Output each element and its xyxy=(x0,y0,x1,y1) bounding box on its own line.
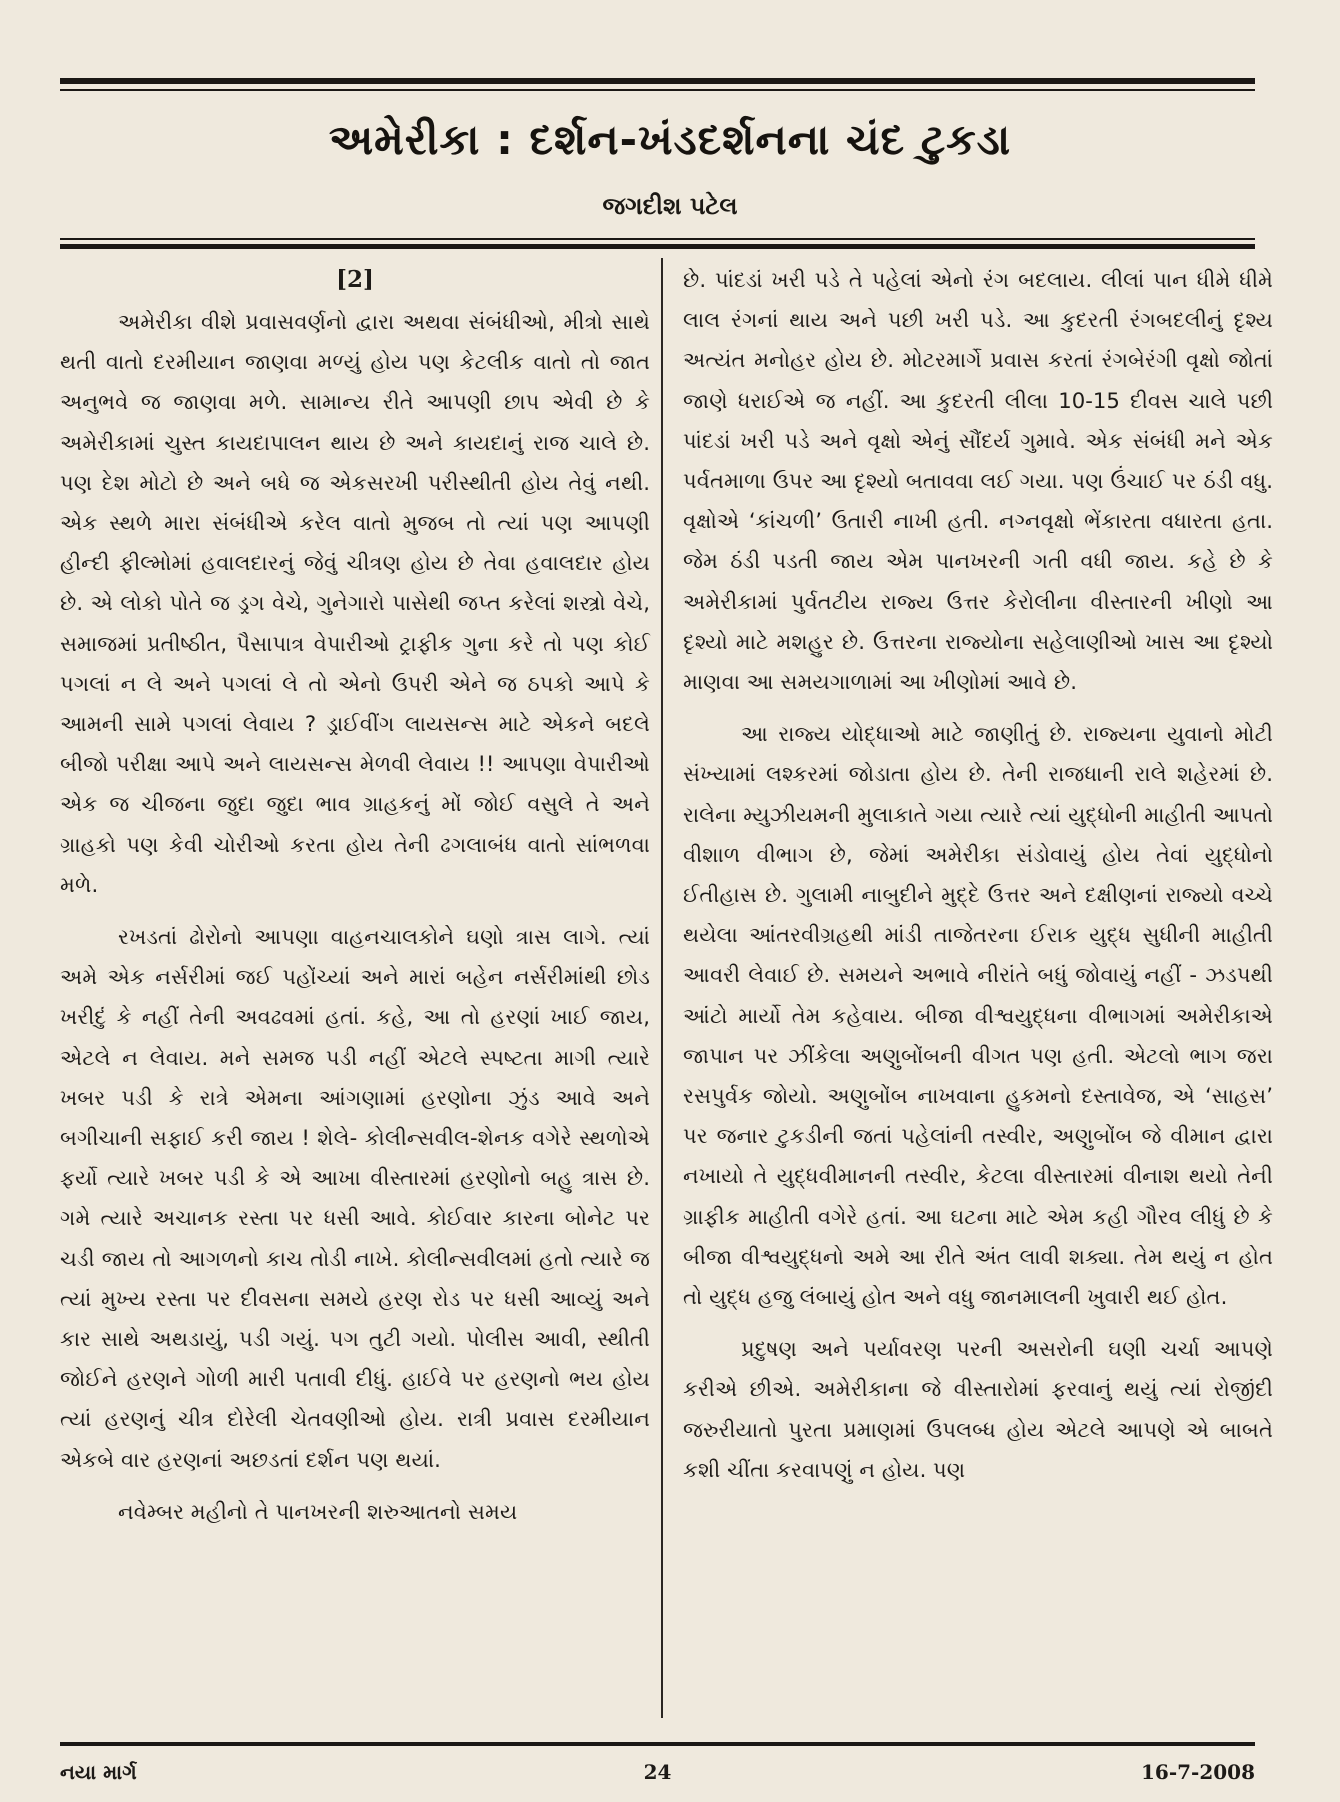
paragraph: રખડતાં ઢોરોનો આપણા વાહનચાલકોને ઘણો ત્રાસ લાગે. ત્યાં અમે એક નર્સરીમાં જઈ પહોંચ્યાં અને મારાં બહેન નર્સરીમાંથી છોડ ખરીદું કે નહીં તેની અવઢવમાં હતાં. કહે, આ તો હરણાં ખાઈ જાય, એટલે ન લેવાય. મને સમજ પડી નહીં એટલે સ્પષ્ટતા માગી ત્યારે ખબર પડી કે રાત્રે એમના આંગણામાં હરણોના ઝુંડ આવે અને બગીચાની સફાઈ કરી જાય ! શેલે- કોલીન્સવીલ-શેનક વગેરે સ્થળોએ ફર્યો ત્યારે ખબર પડી કે એ આખા વીસ્તારમાં હરણોનો બહુ ત્રાસ છે. ગમે ત્યારે અચાનક રસ્તા પર ધસી આવે. કોઈવાર કારના બોનેટ પર ચડી જાય તો આગળનો કાચ તોડી નાખે. કોલીન્સવીલમાં હતો ત્યારે જ ત્યાં મુખ્ય રસ્તા પર દીવસના સમયે હરણ રોડ પર ધસી આવ્યું અને કાર સાથે અથડાયું, પડી ગયું. પગ તુટી ગયો. પોલીસ આવી, સ્થીતી જોઈને હરણને ગોળી મારી પતાવી દીધું. હાઈવે પર હરણનો ભય હોય ત્યાં હરણનું ચીત્ર દોરેલી ચેતવણીઓ હોય. રાત્રી પ્રવાસ દરમીયાન એકબે વાર હરણનાં અછડતાં દર્શન પણ થયાં. xyxy=(60,924,650,1472)
right-column xyxy=(683,260,1273,1502)
top-rule-thin xyxy=(60,89,1255,91)
footer-date: 16-7-2008 xyxy=(1140,1760,1255,1784)
header-rule-thin xyxy=(60,238,1255,240)
paragraph: પ્રદુષણ અને પર્યાવરણ પરની અસરોની ઘણી ચર્ચા આપણે કરીએ છીએ. અમેરીકાના જે વીસ્તારોમાં ફરવાનું થયું ત્યાં રોજીંદી જરુરીયાતો પુરતા પ્રમાણમાં ઉપલબ્ધ હોય એટલે આપણે એ બાબતે કશી ચીંતા કરવાપણું ન હોય. પણ xyxy=(683,1336,1273,1482)
article-author: જગદીશ પટેલ xyxy=(602,192,738,220)
paragraph: આ રાજ્ય યોદ્ધાઓ માટે જાણીતું છે. રાજ્યના યુવાનો મોટી સંખ્યામાં લશ્કરમાં જોડાતા હોય છે. તેની રાજધાની રાલે શહેરમાં છે. રાલેના મ્યુઝીયમની મુલાકાતે ગયા ત્યારે ત્યાં યુદ્ધોની માહીતી આપતો વીશાળ વીભાગ છે, જેમાં અમેરીકા સંડોવાયું હોય તેવાં યુદ્ધોનો ઈતીહાસ છે. ગુલામી નાબુદીને મુદ્દે ઉત્તર અને દક્ષીણનાં રાજ્યો વચ્ચે થયેલા આંતરવીગ્રહથી માંડી તાજેતરના ઈરાક યુદ્ધ સુધીની માહીતી આવરી લેવાઈ છે. સમયને અભાવે નીરાંતે બધું જોવાયું નહીં - ઝડપથી આંટો માર્યો તેમ કહેવાય. બીજા વીશ્વયુદ્ધના વીભાગમાં અમેરીકાએ જાપાન પર ઝીંકેલા અણુબોંબની વીગત પણ હતી. એટલો ભાગ જરા રસપુર્વક જોયો. અણુબોંબ નાખવાના હુકમનો દસ્તાવેજ, એ ‘સાહસ’ પર જનાર ટુકડીની જતાં પહેલાંની તસ્વીર, અણુબોંબ જે વીમાન દ્વારા નખાયો તે યુદ્ધવીમાનની તસ્વીર, કેટલા વીસ્તારમાં વીનાશ થયો તેની ગ્રાફીક માહીતી વગેરે હતાં. આ ઘટના માટે એમ કહી ગૌરવ લીધું છે કે બીજા વીશ્વયુદ્ધનો અમે આ રીતે અંત લાવી શક્યા. તેમ થયું ન હોત તો યુદ્ધ હજુ લંબાયું હોત અને વધુ જાનમાલની ખુવારી થઈ હોત. xyxy=(683,721,1273,1310)
paragraph: અમેરીકા વીશે પ્રવાસવર્ણનો દ્વારા અથવા સંબંધીઓ, મીત્રો સાથે થતી વાતો દરમીયાન જાણવા મળ્યું હોય પણ કેટલીક વાતો તો જાત અનુભવે જ જાણવા મળે. સામાન્ય રીતે આપણી છાપ એવી છે કે અમેરીકામાં ચુસ્ત કાયદાપાલન થાય છે અને કાયદાનું રાજ ચાલે છે. પણ દેશ મોટો છે અને બધે જ એકસરખી પરીસ્થીતી હોય તેવું નથી. એક સ્થળે મારા સંબંધીએ કરેલ વાતો મુજબ તો ત્યાં પણ આપણી હીન્દી ફીલ્મોમાં હવાલદારનું જેવું ચીત્રણ હોય છે તેવા હવાલદાર હોય છે. એ લોકો પોતે જ ડ્રગ વેચે, ગુનેગારો પાસેથી જપ્ત કરેલાં શસ્ત્રો વેચે, સમાજમાં પ્રતીષ્ઠીત, પૈસાપાત્ર વેપારીઓ ટ્રાફીક ગુના કરે તો પણ કોઈ પગલાં ન લે અને પગલાં લે તો એનો ઉપરી એને જ ઠપકો આપે કે આમની સામે પગલાં લેવાય ? ડ્રાઈવીંગ લાયસન્સ માટે એકને બદલે બીજો પરીક્ષા આપે અને લાયસન્સ મેળવી લેવાય !! આપણા વેપારીઓ એક જ ચીજના જુદા જુદા ભાવ ગ્રાહકનું મોં જોઈ વસુલે તે અને ગ્રાહકો પણ કેવી ચોરીઓ કરતા હોય તેની ઢગલાબંધ વાતો સાંભળવા મળે. xyxy=(60,309,650,897)
header-rule-thick xyxy=(60,244,1255,249)
article-title: અમેરીકા : દર્શન-ખંડદર્શનના ચંદ ટુકડા xyxy=(328,115,1012,164)
footer-rule xyxy=(60,1742,1255,1746)
top-rule-thick xyxy=(60,78,1255,84)
left-column xyxy=(60,264,650,1544)
paragraph: નવેમ્બર મહીનો તે પાનખરની શરુઆતનો સમય xyxy=(118,1498,518,1524)
section-number: [2] xyxy=(336,266,374,293)
footer-publication: નયા માર્ગ xyxy=(60,1760,137,1784)
page-footer xyxy=(60,1760,1255,1790)
footer-page-number: 24 xyxy=(643,1760,672,1784)
paragraph: છે. પાંદડાં ખરી પડે તે પહેલાં એનો રંગ બદલાય. લીલાં પાન ધીમે ધીમે લાલ રંગનાં થાય અને પછી ખરી પડે. આ કુદરતી રંગબદલીનું દૃશ્ય અત્યંત મનોહર હોય છે. મોટરમાર્ગે પ્રવાસ કરતાં રંગબેરંગી વૃક્ષો જોતાં જાણે ધરાઈએ જ નહીં. આ કુદરતી લીલા 10-15 દીવસ ચાલે પછી પાંદડાં ખરી પડે અને વૃક્ષો એનું સૌંદર્ય ગુમાવે. એક સંબંધી મને એક પર્વતમાળા ઉપર આ દૃશ્યો બતાવવા લઈ ગયા. પણ ઉંચાઈ પર ઠંડી વધુ. વૃક્ષોએ ‘કાંચળી’ ઉતારી નાખી હતી. નગ્નવૃક્ષો ભેંકારતા વધારતા હતા. જેમ ઠંડી પડતી જાય એમ પાનખરની ગતી વધી જાય. કહે છે કે અમેરીકામાં પુર્વતટીય રાજ્ય ઉત્તર કેરોલીના વીસ્તારની ખીણો આ દૃશ્યો માટે મશહુર છે. ઉત્તરના રાજ્યોના સહેલાણીઓ ખાસ આ દૃશ્યો માણવા આ સમયગાળામાં આ ખીણોમાં આવે છે. xyxy=(683,267,1273,695)
column-divider xyxy=(661,258,663,1718)
